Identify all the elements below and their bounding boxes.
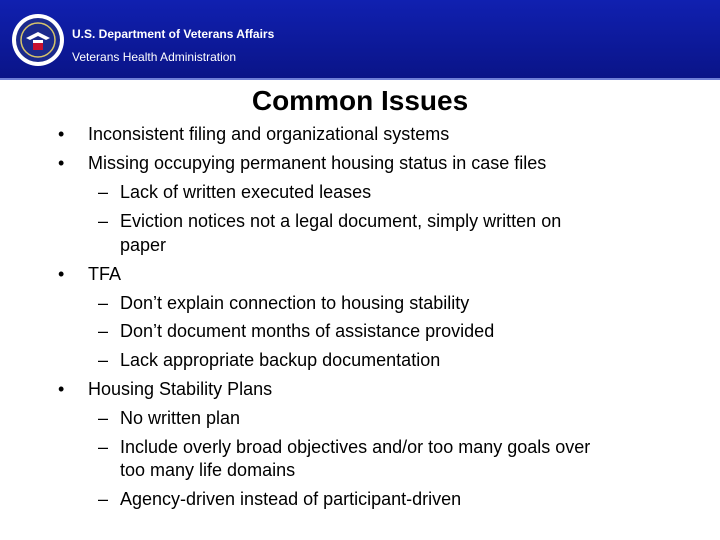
dash-marker: –	[98, 437, 109, 457]
org-subtitle: Veterans Health Administration	[72, 50, 237, 64]
va-seal-logo	[12, 14, 64, 66]
bullet-marker: •	[58, 153, 65, 173]
dash-marker: –	[98, 350, 109, 370]
bullet-marker: •	[58, 379, 65, 399]
list-subitem-continuation: paper	[120, 235, 167, 255]
dash-marker: –	[98, 408, 109, 428]
list-item: Housing Stability Plans	[88, 379, 273, 399]
list-subitem: Lack of written executed leases	[120, 182, 372, 202]
list-subitem-continuation: too many life domains	[120, 460, 296, 480]
dash-marker: –	[98, 211, 109, 231]
header-divider	[0, 78, 720, 80]
org-name: U.S. Department of Veterans Affairs	[72, 27, 275, 41]
list-subitem: No written plan	[120, 408, 241, 428]
list-subitem: Lack appropriate backup documentation	[120, 350, 441, 370]
bullet-marker: •	[58, 264, 65, 284]
dash-marker: –	[98, 293, 109, 313]
list-subitem: Don’t document months of assistance provided	[120, 321, 495, 341]
list-subitem: Don’t explain connection to housing stability	[120, 293, 470, 313]
list-subitem: Eviction notices not a legal document, simply written on	[120, 211, 562, 231]
bullet-marker: •	[58, 124, 65, 144]
list-item: Missing occupying permanent housing status in case files	[88, 153, 547, 173]
list-subitem: Include overly broad objectives and/or too many goals over	[120, 437, 591, 457]
dash-marker: –	[98, 489, 109, 509]
header-banner	[0, 0, 720, 78]
list-item: TFA	[88, 264, 122, 284]
list-subitem: Agency-driven instead of participant-driven	[120, 489, 462, 509]
slide-title: Common Issues	[251, 85, 469, 116]
dash-marker: –	[98, 321, 109, 341]
list-item: Inconsistent filing and organizational systems	[88, 124, 450, 144]
dash-marker: –	[98, 182, 109, 202]
